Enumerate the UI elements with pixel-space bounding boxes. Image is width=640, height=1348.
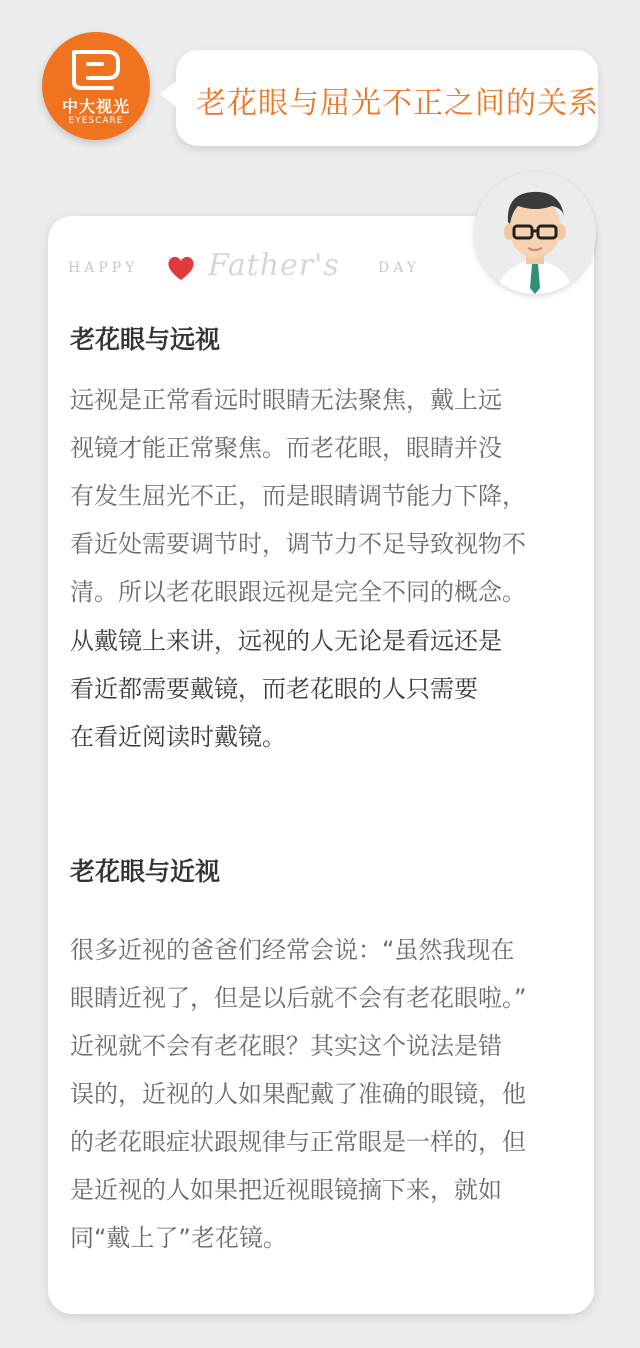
page-title: 老花眼与屈光不正之间的关系 bbox=[196, 86, 599, 121]
heart-icon bbox=[166, 254, 196, 282]
section-2-paragraph-1 bbox=[70, 926, 590, 1262]
text-line: 眼睛近视了，但是以后就不会有老花眼啦。” bbox=[70, 984, 527, 1012]
section-heading-hyperopia: 老花眼与远视 bbox=[70, 325, 221, 354]
text-line: 误的，近视的人如果配戴了准确的眼镜，他 bbox=[70, 1080, 526, 1108]
text-line: 看近处需要调节时，调节力不足导致视物不 bbox=[70, 530, 526, 558]
banner-happy: HAPPY bbox=[68, 260, 139, 276]
text-line: 近视就不会有老花眼？其实这个说法是错 bbox=[70, 1032, 502, 1060]
section-heading-myopia: 老花眼与近视 bbox=[70, 857, 221, 886]
text-line: 很多近视的爸爸们经常会说：“虽然我现在 bbox=[70, 936, 515, 964]
banner-script: Father's bbox=[208, 248, 340, 283]
avatar bbox=[474, 172, 596, 294]
text-line: 在看近阅读时戴镜。 bbox=[70, 723, 286, 751]
text-line: 从戴镜上来讲，远视的人无论是看远还是 bbox=[70, 627, 502, 655]
text-line: 有发生屈光不正，而是眼睛调节能力下降， bbox=[70, 482, 526, 510]
text-line: 的老花眼症状跟规律与正常眼是一样的，但 bbox=[70, 1128, 526, 1156]
text-line: 是近视的人如果把近视眼镜摘下来，就如 bbox=[70, 1176, 502, 1204]
man-with-glasses-icon bbox=[474, 172, 596, 294]
brand-logo bbox=[42, 32, 150, 140]
bubble-tail bbox=[160, 80, 178, 108]
logo-text-en: EYESCARE bbox=[68, 116, 124, 126]
text-line: 看近都需要戴镜，而老花眼的人只需要 bbox=[70, 675, 478, 703]
text-line: 同“戴上了”老花镜。 bbox=[70, 1224, 287, 1252]
section-1-paragraph-2 bbox=[70, 617, 590, 761]
glasses-logo-icon bbox=[68, 46, 124, 92]
text-line: 远视是正常看远时眼睛无法聚焦，戴上远 bbox=[70, 386, 502, 414]
section-1-paragraph-1 bbox=[70, 376, 590, 616]
banner-day: DAY bbox=[378, 260, 421, 276]
title-bubble bbox=[176, 50, 598, 146]
logo-text-cn: 中大视光 bbox=[61, 97, 130, 116]
fathers-day-banner bbox=[68, 246, 448, 296]
text-line: 视镜才能正常聚焦。而老花眼，眼睛并没 bbox=[70, 434, 502, 462]
text-line: 清。所以老花眼跟远视是完全不同的概念。 bbox=[70, 578, 526, 606]
